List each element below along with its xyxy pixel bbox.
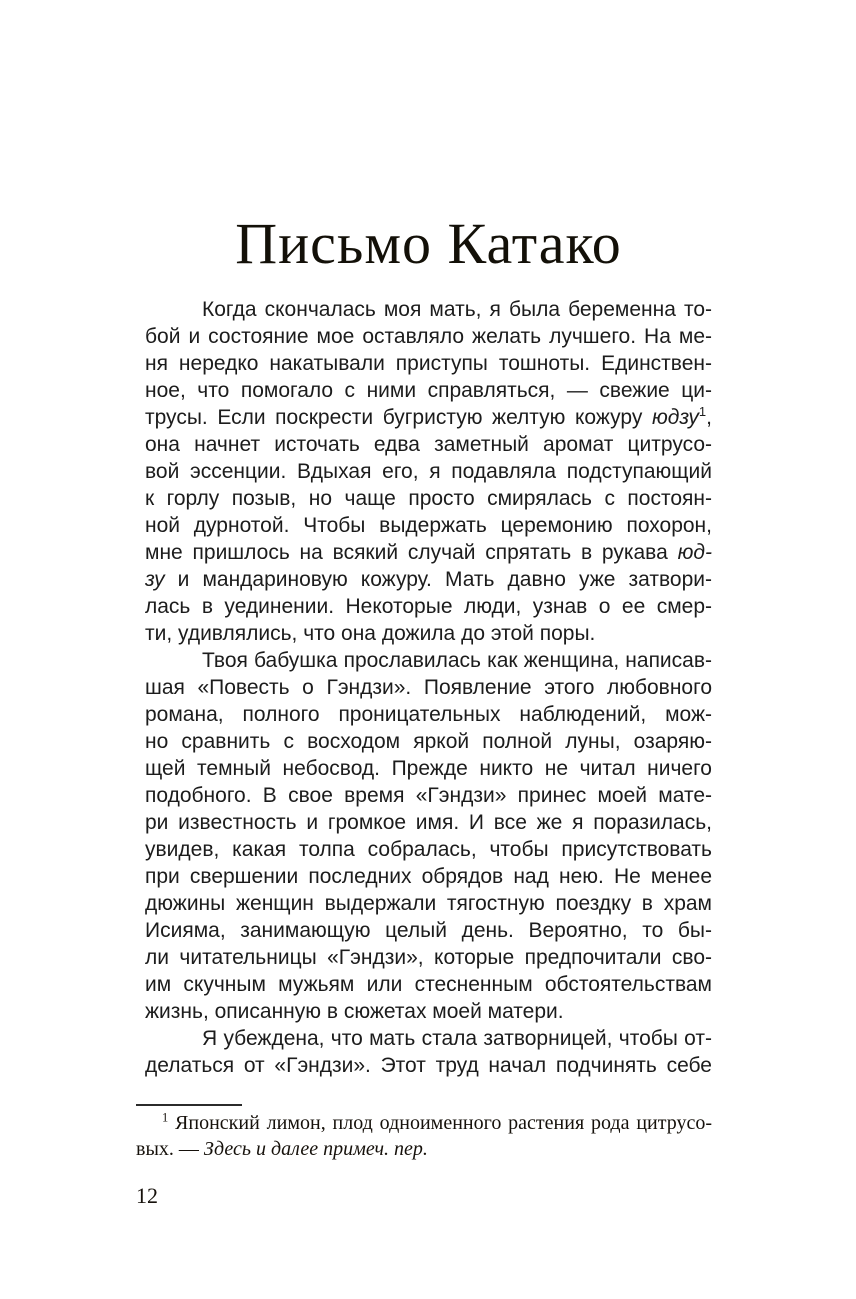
page-number: 12 [136, 1183, 158, 1208]
text-run: но сравнить с восходом яркой полной луны, озаряю- [145, 730, 712, 753]
text-run: щей темный небосвод. Прежде никто не читал ничего [145, 757, 712, 780]
text-run: зу [145, 568, 165, 591]
text-line [145, 701, 712, 728]
text-run: ри известность и громкое имя. И все же я поразилась, [145, 811, 712, 834]
text-run: шая «Повесть о Гэндзи». Появление этого любовного [145, 676, 712, 699]
text-line [145, 674, 712, 701]
text-line [145, 863, 712, 890]
text-run: ной дурнотой. Чтобы выдержать церемонию похорон, [145, 514, 712, 537]
text-line [145, 323, 712, 350]
footnote [136, 1110, 712, 1162]
text-line [145, 755, 712, 782]
text-line [145, 350, 712, 377]
text-run: Здесь и далее примеч. пер. [203, 1138, 428, 1160]
text-line [145, 296, 712, 323]
text-line [136, 1136, 712, 1162]
text-line [145, 836, 712, 863]
text-line [145, 917, 712, 944]
text-run: , [706, 406, 712, 429]
text-line [145, 1052, 712, 1079]
text-line [145, 890, 712, 917]
text-line [145, 431, 712, 458]
text-run: подобного. В свое время «Гэндзи» принес моей мате- [145, 784, 712, 807]
text-line [145, 566, 712, 593]
chapter-title: Письмо Катако [235, 211, 622, 276]
text-run: им скучным мужьям или стесненным обстоятельствам [145, 973, 712, 996]
footnote-divider [136, 1104, 242, 1106]
text-run: она начнет источать едва заметный аромат цитрусо- [145, 433, 712, 456]
text-run: ное, что помогало с ними справляться, — свежие ци- [145, 379, 712, 402]
body-text [145, 296, 712, 1079]
text-run: и мандариновую кожуру. Мать давно уже затвори- [164, 568, 712, 591]
text-line [145, 944, 712, 971]
text-run: трусы. Если поскрести бугристую желтую кожуру [145, 406, 652, 429]
text-run: увидев, какая толпа собралась, чтобы присутствовать [145, 838, 712, 861]
text-line [145, 404, 712, 431]
text-line [145, 458, 712, 485]
text-run: Исияма, занимающую целый день. Вероятно, то бы- [145, 919, 712, 942]
text-line [145, 809, 712, 836]
text-line [145, 593, 712, 620]
text-line [145, 512, 712, 539]
footnote-marker: 1 [162, 1110, 169, 1125]
text-line [145, 971, 712, 998]
text-run: ня нередко накатывали приступы тошноты. Единствен- [145, 352, 712, 375]
text-run: романа, полного проницательных наблюдений, мож- [145, 703, 712, 726]
text-run: ти, удивлялись, что она дожила до этой поры. [145, 622, 596, 645]
text-run: Японский лимон, плод одноименного растения рода цитрусо- [168, 1112, 712, 1134]
text-run: ли читательницы «Гэндзи», которые предпочитали сво- [145, 946, 712, 969]
text-run: лась в уединении. Некоторые люди, узнав о ее смер- [145, 595, 712, 618]
text-run: вых. — [136, 1138, 204, 1160]
text-run: жизнь, описанную в сюжетах моей матери. [145, 1000, 564, 1023]
text-run: юд- [677, 541, 712, 564]
text-line [145, 647, 712, 674]
text-run: при свершении последних обрядов над нею. Не менее [145, 865, 712, 888]
text-line [145, 377, 712, 404]
text-line [145, 485, 712, 512]
text-line [145, 620, 712, 647]
text-run: дюжины женщин выдержали тягостную поездку в храм [145, 892, 712, 915]
text-line [145, 728, 712, 755]
text-run: мне пришлось на всякий случай спрятать в рукава [145, 541, 678, 564]
text-run: к горлу позыв, но чаще просто смирялась с постоян- [145, 487, 712, 510]
text-line [145, 998, 712, 1025]
text-line [145, 1025, 712, 1052]
text-run: юдзу [651, 406, 699, 429]
text-line [145, 539, 712, 566]
text-run: Когда скончалась моя мать, я была беременна то- [202, 298, 712, 321]
text-line [136, 1110, 712, 1136]
text-line [145, 782, 712, 809]
text-run: бой и состояние мое оставляло желать лучшего. На ме- [145, 325, 712, 348]
text-run: делаться от «Гэндзи». Этот труд начал подчинять себе [145, 1054, 712, 1077]
text-run: Я убеждена, что мать стала затворницей, чтобы от- [202, 1027, 712, 1050]
text-run: вой эссенции. Вдыхая его, я подавляла подступающий [145, 460, 712, 483]
footnote-marker: 1 [698, 404, 707, 419]
text-run: Твоя бабушка прославилась как женщина, написав- [202, 649, 712, 672]
